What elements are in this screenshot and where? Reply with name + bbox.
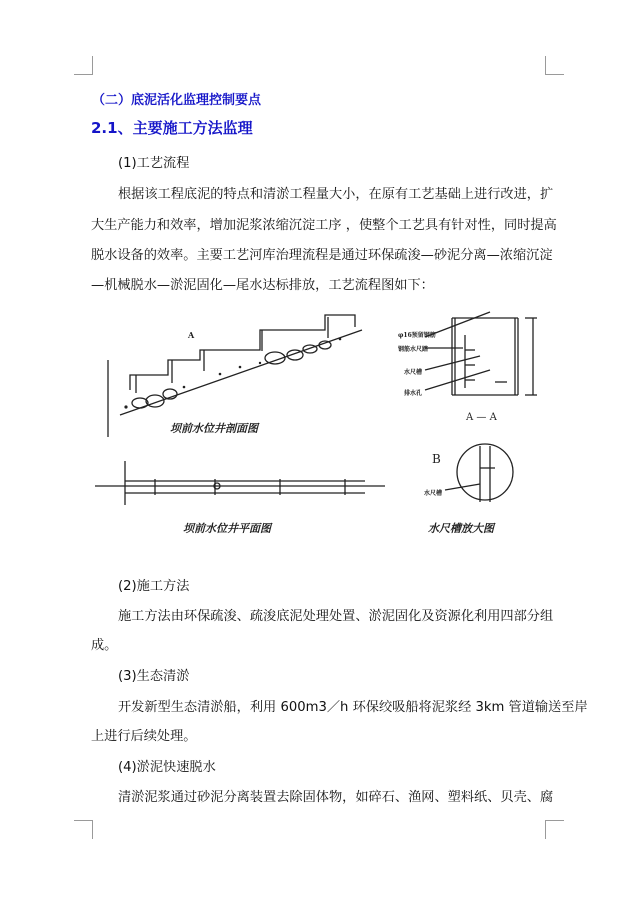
paragraph-line: 清淤泥浆通过砂泥分离装置去除固体物，如碎石、渔网、塑料纸、贝壳、腐	[118, 790, 554, 805]
crop-mark-top-right	[545, 56, 564, 75]
paragraph-line: 大生产能力和效率，增加泥浆浓缩沉淀工序 ，使整个工艺具有针对性，同时提高	[91, 218, 557, 233]
paragraph-line: —机械脱水—淤泥固化—尾水达标排放，工艺流程图如下：	[91, 278, 434, 293]
label-gauge-detail: 水尺槽	[424, 490, 443, 497]
caption-detail: 水尺槽放大图	[428, 522, 494, 535]
item-title-dredging: (3)生态清淤	[118, 669, 190, 684]
paragraph-line: 上进行后续处理。	[91, 729, 197, 744]
caption-plan: 坝前水位井平面图	[183, 522, 271, 535]
crop-mark-bottom-left	[74, 820, 93, 839]
subsection-heading: 2.1、主要施工方法监理	[91, 119, 253, 137]
item-title-dewatering: (4)淤泥快速脱水	[118, 760, 216, 775]
paragraph-line: 成。	[91, 638, 118, 653]
caption-profile: 坝前水位井剖面图	[170, 422, 258, 435]
label-stair: 钢筋水尺踏	[398, 346, 429, 353]
label-section-a: A	[188, 330, 195, 340]
paragraph-line: 脱水设备的效率。主要工艺河库治理流程是通过环保疏浚—砂泥分离—浓缩沉淀	[91, 248, 553, 263]
figure-section-aa-drawing	[395, 310, 555, 420]
label-drain: 排水孔	[404, 390, 423, 397]
crop-mark-top-left	[74, 56, 93, 75]
figure-plan-drawing	[95, 455, 385, 515]
item-title-process: (1)工艺流程	[118, 156, 190, 171]
paragraph-line: 开发新型生态清淤船，利用 600m3／h 环保绞吸船将泥浆经 3km 管道输送至岸	[118, 700, 588, 715]
label-gauge: 水尺槽	[404, 369, 423, 376]
crop-mark-bottom-right	[545, 820, 564, 839]
paragraph-line: 根据该工程底泥的特点和清淤工程量大小，在原有工艺基础上进行改进，扩	[118, 187, 554, 202]
paragraph-line: 施工方法由环保疏浚、疏浚底泥处理处置、淤泥固化及资源化利用四部分组	[118, 609, 554, 624]
label-steel: φ16预留钢筋	[398, 332, 436, 339]
figure-detail-drawing	[440, 440, 530, 510]
section-heading: （二）底泥活化监理控制要点	[92, 93, 262, 108]
label-b: B	[432, 452, 441, 466]
label-aa: A — A	[466, 412, 497, 423]
item-title-method: (2)施工方法	[118, 579, 190, 594]
